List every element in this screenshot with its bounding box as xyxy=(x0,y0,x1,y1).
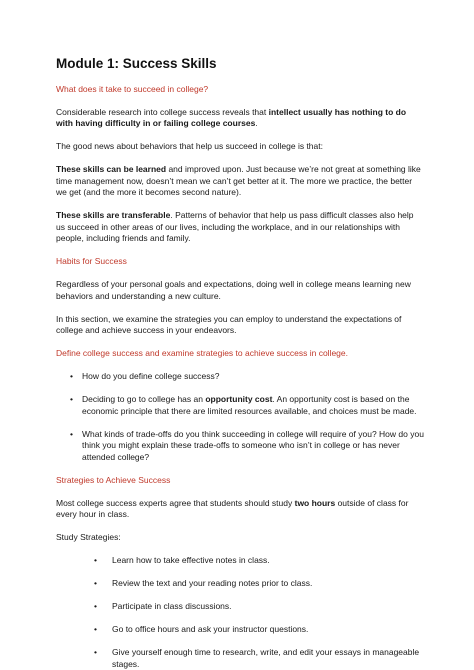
document-body xyxy=(56,56,424,670)
list-item: • Review the text and your reading notes prior to class. xyxy=(94,578,313,588)
list-item: • Participate in class discussions. xyxy=(94,601,232,611)
list-item: • Learn how to take effective notes in class. xyxy=(94,555,270,565)
paragraph-good-news: The good news about behaviors that help us succeed in college is that: xyxy=(56,141,323,151)
paragraph-transferable: These skills are transferable. Patterns of behavior that help us pass difficult classes also help us succeed in other areas of our lives, including the workplace, and in our relationships with people, including friends and family. xyxy=(56,210,414,243)
paragraph-two-hours: Most college success experts agree that students should study two hours outside of class for every hour in class. xyxy=(56,497,409,519)
list-item: • Give yourself enough time to research, write, and edit your essays in manageable stages. xyxy=(94,647,420,669)
heading-define: Define college success and examine strategies to achieve success in college. xyxy=(56,348,348,358)
list-item: • What kinds of trade-offs do you think succeeding in college will require of you? How do you think you might explain these trade-offs to someone who isn’t in college or has never attended college? xyxy=(70,428,424,462)
heading-strategies: Strategies to Achieve Success xyxy=(56,474,171,485)
section-question: What does it take to succeed in college? xyxy=(56,83,209,94)
paragraph-section: In this section, we examine the strategies you can employ to understand the expectations of college and achieve success in your endeavors. xyxy=(56,313,402,335)
page-title: Module 1: Success Skills xyxy=(56,56,217,71)
paragraph-learned: These skills can be learned and improved upon. Just because we’re not great at something like time management now, doesn’t mean we can’t get better at it. The more we practice, the better we get (and the more it becomes second nature). xyxy=(56,164,421,197)
list-item: • Deciding to go to college has an opportunity cost. An opportunity cost is based on the economic principle that there are limited resources available, and choices must be made. xyxy=(70,394,417,416)
paragraph-regardless: Regardless of your personal goals and expectations, doing well in college means learning new behaviors and understanding a new culture. xyxy=(56,279,411,301)
paragraph-research: Considerable research into college success reveals that intellect usually has nothing to do with having difficulty in or failing college courses. xyxy=(56,106,407,128)
list-item: • How do you define college success? xyxy=(70,371,220,381)
paragraph-study-strategies: Study Strategies: xyxy=(56,532,121,542)
list-item: • Go to office hours and ask your instructor questions. xyxy=(94,624,309,634)
heading-habits: Habits for Success xyxy=(56,256,127,266)
question-list xyxy=(56,371,424,463)
